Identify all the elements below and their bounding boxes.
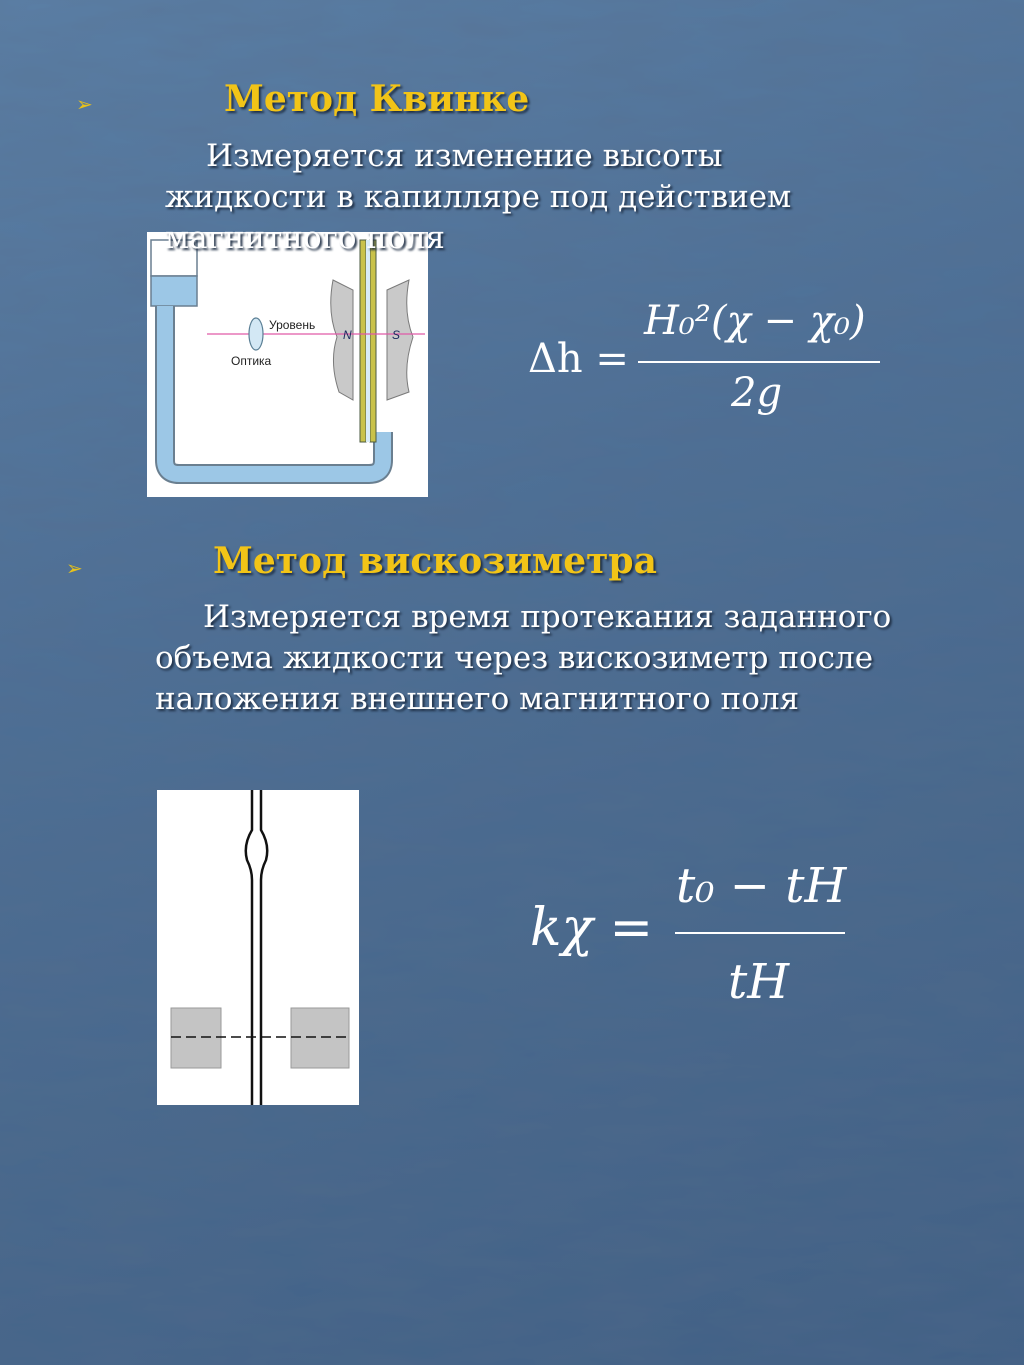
- label-level: Уровень: [269, 318, 316, 332]
- viscometer-diagram: [157, 790, 359, 1105]
- formula-viscometer-denominator: tH: [728, 954, 790, 1010]
- description-viscometer-line1: Измеряется время протекания заданного: [203, 599, 892, 635]
- label-optics: Оптика: [231, 354, 272, 368]
- formula-quincke-denominator: 2g: [731, 370, 783, 416]
- formula-quincke: [528, 292, 888, 432]
- bullet-icon: ➢: [76, 92, 93, 116]
- formula-viscometer-lhs: kχ =: [530, 898, 654, 958]
- label-s-pole: S: [392, 328, 401, 342]
- description-viscometer-line3: наложения внешнего магнитного поля: [155, 681, 800, 717]
- quincke-apparatus-diagram: [147, 232, 428, 497]
- description-viscometer-line2: объема жидкости через вискозиметр после: [155, 640, 874, 676]
- formula-viscometer-numerator: t₀ − tH: [676, 858, 847, 914]
- formula-quincke-lhs: Δh =: [528, 336, 629, 382]
- formula-fraction-line: [638, 361, 880, 363]
- viscometer-figure: [157, 790, 359, 1105]
- formula-fraction-line: [675, 932, 845, 934]
- section-title-viscometer: Метод вискозиметра: [213, 540, 657, 582]
- bullet-icon: ➢: [66, 556, 83, 580]
- description-quincke-line1: Измеряется изменение высоты: [206, 138, 723, 174]
- formula-viscometer: [530, 858, 860, 1028]
- description-quincke-line2: жидкости в капилляре под действием: [165, 179, 792, 215]
- formula-quincke-numerator: H₀²(χ − χ₀): [644, 298, 866, 344]
- description-quincke-line3: магнитного поля: [165, 220, 445, 256]
- label-n-pole: N: [343, 328, 352, 342]
- quincke-apparatus-figure: [147, 232, 428, 497]
- section-title-quincke: Метод Квинке: [224, 78, 530, 120]
